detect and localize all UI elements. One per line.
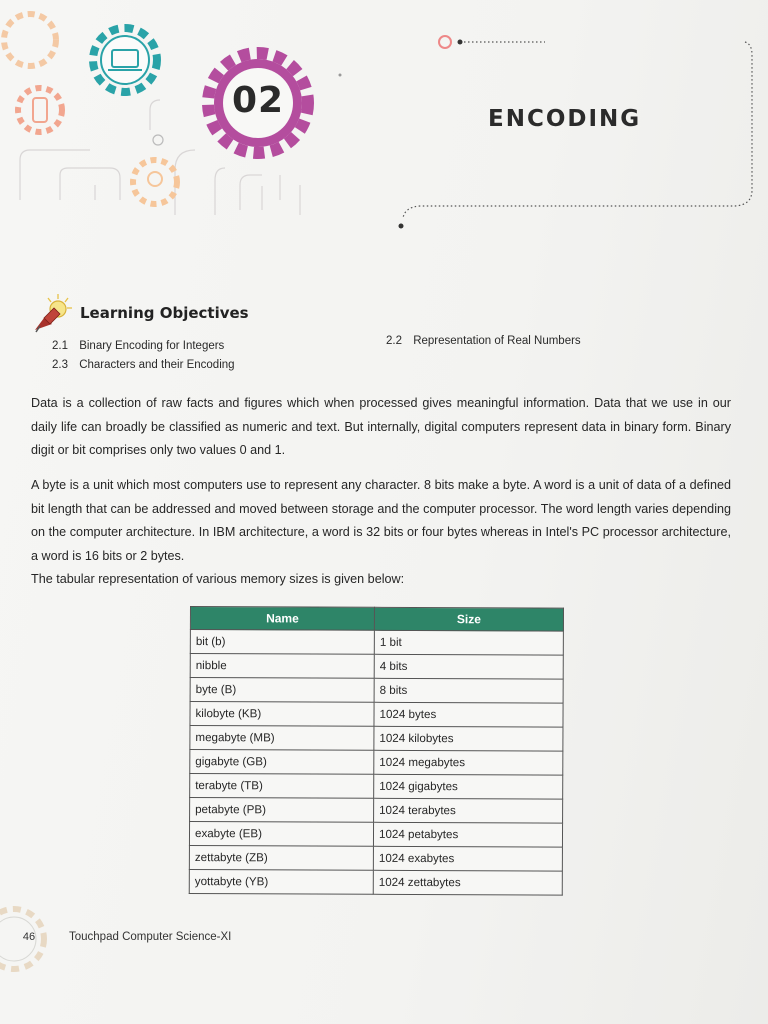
learning-objectives-heading: Learning Objectives — [80, 304, 249, 322]
unit-name-cell: bit (b) — [190, 630, 374, 655]
objective-item — [52, 340, 224, 352]
unit-size-cell: 4 bits — [374, 654, 563, 679]
column-header-name: Name — [190, 607, 374, 631]
unit-name-cell: nibble — [190, 654, 374, 679]
table-row — [189, 822, 562, 848]
footer-gear-icon — [0, 905, 60, 995]
table-row — [190, 726, 563, 752]
unit-name-cell: megabyte (MB) — [190, 726, 374, 751]
objective-item — [52, 359, 235, 371]
phone-gear-icon — [18, 88, 62, 132]
unit-size-cell: 1024 petabytes — [373, 822, 562, 847]
unit-size-cell: 1024 exabytes — [373, 846, 562, 871]
objective-label: Representation of Real Numbers — [413, 335, 581, 347]
table-row — [190, 798, 563, 824]
unit-size-cell: 8 bits — [374, 678, 563, 703]
chapter-number: 02 — [231, 80, 285, 121]
rocket-bulb-icon — [30, 292, 76, 336]
chapter-title: ENCODING — [488, 106, 642, 132]
body-paragraph: Data is a collection of raw facts and figures which when processed gives meaningful information. Data that we use in our daily life can broadly be classified as numeric and text. But internally, digital computers represent data in binary form. Binary digit or bit comprises only two values 0 and 1. — [31, 396, 731, 457]
table-row — [190, 678, 563, 704]
table-row — [190, 750, 563, 776]
table-row — [190, 654, 563, 680]
unit-name-cell: byte (B) — [190, 678, 374, 703]
table-row — [189, 845, 562, 871]
peach-gear-icon — [4, 14, 56, 66]
table-intro-text: The tabular representation of various memory sizes is given below: — [31, 572, 405, 586]
unit-name-cell: terabyte (TB) — [190, 774, 374, 799]
table-row — [190, 630, 563, 656]
table-row — [189, 869, 562, 895]
objective-label: Characters and their Encoding — [79, 359, 235, 371]
page-number: 46 — [22, 931, 36, 943]
unit-size-cell: 1024 megabytes — [374, 750, 563, 775]
unit-size-cell: 1 bit — [374, 630, 563, 655]
unit-size-cell: 1024 gigabytes — [374, 774, 563, 799]
laptop-gear-icon — [93, 28, 157, 92]
memory-sizes-table — [189, 606, 564, 896]
table-row — [190, 702, 563, 728]
unit-name-cell: exabyte (EB) — [189, 822, 373, 847]
column-header-size: Size — [374, 607, 563, 631]
unit-size-cell: 1024 zettabytes — [373, 870, 562, 895]
unit-size-cell: 1024 bytes — [374, 702, 563, 727]
bulb-gear-icon — [133, 160, 177, 204]
unit-size-cell: 1024 kilobytes — [374, 726, 563, 751]
unit-name-cell: zettabyte (ZB) — [189, 845, 373, 870]
unit-name-cell: petabyte (PB) — [190, 798, 374, 823]
table-row — [190, 774, 563, 800]
unit-size-cell: 1024 terabytes — [374, 798, 563, 823]
unit-name-cell: kilobyte (KB) — [190, 702, 374, 727]
chapter-header-decoration — [0, 0, 768, 240]
book-title: Touchpad Computer Science-XI — [69, 931, 232, 943]
objective-number: 2.2 — [386, 335, 402, 347]
table-header-row — [190, 607, 563, 632]
unit-name-cell: yottabyte (YB) — [189, 869, 373, 894]
objective-number: 2.1 — [52, 340, 68, 352]
objective-label: Binary Encoding for Integers — [79, 340, 225, 352]
objective-item — [386, 335, 581, 347]
objective-number: 2.3 — [52, 359, 68, 371]
unit-name-cell: gigabyte (GB) — [190, 750, 374, 775]
body-paragraph: A byte is a unit which most computers use to represent any character. 8 bits make a byte. A word is a unit of data of a defined bit length that can be addressed and moved between storage and the computer processor. The word length varies depending on the computer architecture. In IBM architecture, a word is 32 bits or four bytes whereas in Intel's PC processor architecture, a word is 16 bits or 2 bytes. — [31, 478, 731, 563]
